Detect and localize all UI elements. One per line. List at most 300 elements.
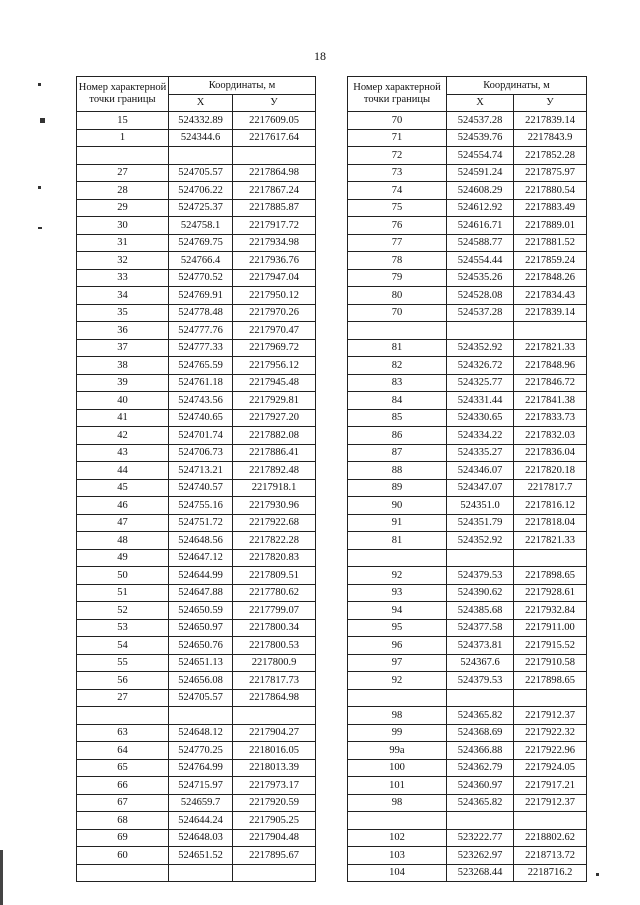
x-coordinate-cell: 524740.57: [169, 479, 233, 497]
point-number-cell: [348, 812, 447, 830]
x-coordinate-cell: 524591.24: [447, 164, 514, 182]
y-coordinate-cell: 2217924.05: [514, 759, 587, 777]
y-coordinate-cell: 2217848.26: [514, 269, 587, 287]
x-coordinate-cell: 524326.72: [447, 357, 514, 375]
y-coordinate-cell: [514, 322, 587, 340]
table-row: [77, 742, 316, 760]
y-coordinate-cell: 2217912.37: [514, 707, 587, 725]
point-number-cell: 77: [348, 234, 447, 252]
table-row: [348, 864, 587, 882]
x-coordinate-cell: 524725.37: [169, 199, 233, 217]
table-row: [77, 707, 316, 725]
y-coordinate-cell: 2217839.14: [514, 112, 587, 130]
point-number-cell: [77, 864, 169, 882]
x-coordinate-cell: 524379.53: [447, 567, 514, 585]
table-row: [348, 637, 587, 655]
table-row: [348, 409, 587, 427]
y-coordinate-cell: 2217820.83: [233, 549, 316, 567]
table-row: [348, 672, 587, 690]
coordinates-table-right: [347, 76, 587, 882]
point-number-cell: 37: [77, 339, 169, 357]
y-coordinate-cell: 2217910.58: [514, 654, 587, 672]
y-coordinate-cell: 2217922.96: [514, 742, 587, 760]
point-number-cell: 67: [77, 794, 169, 812]
point-number-cell: 99a: [348, 742, 447, 760]
point-number-cell: 39: [77, 374, 169, 392]
x-coordinate-cell: 524778.48: [169, 304, 233, 322]
point-number-cell: 99: [348, 724, 447, 742]
table-row: [348, 234, 587, 252]
header-y: У: [514, 94, 587, 112]
x-coordinate-cell: 524659.7: [169, 794, 233, 812]
x-coordinate-cell: 524554.74: [447, 147, 514, 165]
table-row: [348, 497, 587, 515]
point-number-cell: 98: [348, 707, 447, 725]
table-row: [77, 252, 316, 270]
x-coordinate-cell: [447, 549, 514, 567]
table-row: [77, 287, 316, 305]
y-coordinate-cell: [514, 549, 587, 567]
point-number-cell: [77, 147, 169, 165]
y-coordinate-cell: 2217817.73: [233, 672, 316, 690]
y-coordinate-cell: 2217846.72: [514, 374, 587, 392]
y-coordinate-cell: 2217886.41: [233, 444, 316, 462]
table-body-left: [77, 112, 316, 882]
table-row: [77, 812, 316, 830]
y-coordinate-cell: 2217973.17: [233, 777, 316, 795]
x-coordinate-cell: 524647.88: [169, 584, 233, 602]
point-number-cell: 66: [77, 777, 169, 795]
table-row: [77, 339, 316, 357]
x-coordinate-cell: 524740.65: [169, 409, 233, 427]
y-coordinate-cell: 2217880.54: [514, 182, 587, 200]
point-number-cell: 86: [348, 427, 447, 445]
y-coordinate-cell: 2217809.51: [233, 567, 316, 585]
point-number-cell: 92: [348, 672, 447, 690]
point-number-cell: 71: [348, 129, 447, 147]
x-coordinate-cell: 524651.52: [169, 847, 233, 865]
point-number-cell: 27: [77, 689, 169, 707]
point-number-cell: 93: [348, 584, 447, 602]
point-number-cell: 50: [77, 567, 169, 585]
margin-mark: [40, 118, 45, 123]
x-coordinate-cell: [447, 689, 514, 707]
x-coordinate-cell: 524706.22: [169, 182, 233, 200]
x-coordinate-cell: 523222.77: [447, 829, 514, 847]
y-coordinate-cell: 2217947.04: [233, 269, 316, 287]
x-coordinate-cell: 524539.76: [447, 129, 514, 147]
x-coordinate-cell: 523268.44: [447, 864, 514, 882]
point-number-cell: 81: [348, 532, 447, 550]
x-coordinate-cell: 524616.71: [447, 217, 514, 235]
point-number-cell: 70: [348, 112, 447, 130]
y-coordinate-cell: 2217915.52: [514, 637, 587, 655]
point-number-cell: 76: [348, 217, 447, 235]
y-coordinate-cell: 2217882.08: [233, 427, 316, 445]
table-row: [77, 584, 316, 602]
x-coordinate-cell: 524367.6: [447, 654, 514, 672]
point-number-cell: 98: [348, 794, 447, 812]
y-coordinate-cell: 2217898.65: [514, 672, 587, 690]
y-coordinate-cell: 2217889.01: [514, 217, 587, 235]
point-number-cell: [77, 707, 169, 725]
x-coordinate-cell: 524777.33: [169, 339, 233, 357]
x-coordinate-cell: 524330.65: [447, 409, 514, 427]
y-coordinate-cell: 2217969.72: [233, 339, 316, 357]
margin-mark: [38, 186, 41, 189]
y-coordinate-cell: 2217800.9: [233, 654, 316, 672]
y-coordinate-cell: 2217822.28: [233, 532, 316, 550]
x-coordinate-cell: 524365.82: [447, 707, 514, 725]
y-coordinate-cell: 2217864.98: [233, 164, 316, 182]
point-number-cell: 49: [77, 549, 169, 567]
point-number-cell: 75: [348, 199, 447, 217]
table-row: [77, 374, 316, 392]
x-coordinate-cell: 524332.89: [169, 112, 233, 130]
point-number-cell: 96: [348, 637, 447, 655]
point-number-cell: 36: [77, 322, 169, 340]
table-row: [77, 199, 316, 217]
table-row: [77, 602, 316, 620]
table-row: [77, 864, 316, 882]
table-row: [348, 567, 587, 585]
y-coordinate-cell: 2217912.37: [514, 794, 587, 812]
table-row: [77, 689, 316, 707]
point-number-cell: 85: [348, 409, 447, 427]
x-coordinate-cell: 524769.91: [169, 287, 233, 305]
y-coordinate-cell: 2217885.87: [233, 199, 316, 217]
y-coordinate-cell: 2217799.07: [233, 602, 316, 620]
x-coordinate-cell: 524761.18: [169, 374, 233, 392]
table-row: [348, 759, 587, 777]
x-coordinate-cell: [169, 864, 233, 882]
x-coordinate-cell: 523262.97: [447, 847, 514, 865]
table-row: [77, 444, 316, 462]
table-row: [348, 689, 587, 707]
x-coordinate-cell: [169, 707, 233, 725]
x-coordinate-cell: 524705.57: [169, 689, 233, 707]
table-row: [348, 479, 587, 497]
point-number-cell: 1: [77, 129, 169, 147]
y-coordinate-cell: 2217617.64: [233, 129, 316, 147]
x-coordinate-cell: 524713.21: [169, 462, 233, 480]
y-coordinate-cell: 2217817.7: [514, 479, 587, 497]
table-row: [348, 847, 587, 865]
y-coordinate-cell: 2217917.72: [233, 217, 316, 235]
header-x: X: [169, 94, 233, 112]
table-row: [348, 147, 587, 165]
x-coordinate-cell: 524537.28: [447, 112, 514, 130]
point-number-cell: 88: [348, 462, 447, 480]
point-number-cell: 42: [77, 427, 169, 445]
y-coordinate-cell: 2217927.20: [233, 409, 316, 427]
x-coordinate-cell: 524344.6: [169, 129, 233, 147]
table-row: [348, 322, 587, 340]
y-coordinate-cell: 2217820.18: [514, 462, 587, 480]
y-coordinate-cell: [233, 147, 316, 165]
table-row: [77, 112, 316, 130]
table-row: [77, 409, 316, 427]
x-coordinate-cell: 524347.07: [447, 479, 514, 497]
page-number: 18: [314, 49, 326, 63]
table-row: [348, 287, 587, 305]
point-number-cell: 45: [77, 479, 169, 497]
x-coordinate-cell: 524705.57: [169, 164, 233, 182]
y-coordinate-cell: 2218802.62: [514, 829, 587, 847]
x-coordinate-cell: 524743.56: [169, 392, 233, 410]
table-row: [348, 392, 587, 410]
x-coordinate-cell: 524769.75: [169, 234, 233, 252]
y-coordinate-cell: 2217892.48: [233, 462, 316, 480]
y-coordinate-cell: 2217928.61: [514, 584, 587, 602]
table-row: [77, 497, 316, 515]
y-coordinate-cell: 2217945.48: [233, 374, 316, 392]
point-number-cell: 79: [348, 269, 447, 287]
point-number-cell: 94: [348, 602, 447, 620]
x-coordinate-cell: 524648.03: [169, 829, 233, 847]
table-row: [77, 619, 316, 637]
y-coordinate-cell: 2217929.81: [233, 392, 316, 410]
point-number-cell: 52: [77, 602, 169, 620]
table-row: [348, 444, 587, 462]
table-row: [348, 269, 587, 287]
table-row: [348, 812, 587, 830]
table-row: [77, 164, 316, 182]
point-number-cell: 41: [77, 409, 169, 427]
table-row: [348, 794, 587, 812]
table-row: [77, 759, 316, 777]
point-number-cell: 73: [348, 164, 447, 182]
table-row: [348, 654, 587, 672]
table-row: [348, 112, 587, 130]
table-row: [348, 619, 587, 637]
point-number-cell: 89: [348, 479, 447, 497]
table-row: [77, 357, 316, 375]
table-row: [77, 567, 316, 585]
table-row: [77, 427, 316, 445]
point-number-cell: 63: [77, 724, 169, 742]
y-coordinate-cell: 2217930.96: [233, 497, 316, 515]
x-coordinate-cell: 524648.56: [169, 532, 233, 550]
y-coordinate-cell: 2218016.05: [233, 742, 316, 760]
y-coordinate-cell: 2217936.76: [233, 252, 316, 270]
point-number-cell: [348, 322, 447, 340]
x-coordinate-cell: 524379.53: [447, 672, 514, 690]
y-coordinate-cell: 2217922.32: [514, 724, 587, 742]
table-row: [77, 322, 316, 340]
x-coordinate-cell: 524362.79: [447, 759, 514, 777]
y-coordinate-cell: 2217848.96: [514, 357, 587, 375]
x-coordinate-cell: 524701.74: [169, 427, 233, 445]
y-coordinate-cell: 2217780.62: [233, 584, 316, 602]
y-coordinate-cell: 2217843.9: [514, 129, 587, 147]
table-row: [77, 392, 316, 410]
point-number-cell: 103: [348, 847, 447, 865]
point-number-cell: 90: [348, 497, 447, 515]
point-number-cell: 82: [348, 357, 447, 375]
x-coordinate-cell: 524758.1: [169, 217, 233, 235]
y-coordinate-cell: 2217800.53: [233, 637, 316, 655]
point-number-cell: 27: [77, 164, 169, 182]
y-coordinate-cell: 2217883.49: [514, 199, 587, 217]
margin-mark: [38, 83, 41, 86]
y-coordinate-cell: 2217836.04: [514, 444, 587, 462]
point-number-cell: [348, 549, 447, 567]
x-coordinate-cell: 524528.08: [447, 287, 514, 305]
x-coordinate-cell: 524365.82: [447, 794, 514, 812]
y-coordinate-cell: 2217800.34: [233, 619, 316, 637]
y-coordinate-cell: 2217934.98: [233, 234, 316, 252]
table-row: [348, 199, 587, 217]
x-coordinate-cell: 524351.0: [447, 497, 514, 515]
point-number-cell: 28: [77, 182, 169, 200]
point-number-cell: 15: [77, 112, 169, 130]
table-row: [77, 479, 316, 497]
y-coordinate-cell: 2217839.14: [514, 304, 587, 322]
table-row: [348, 374, 587, 392]
table-row: [348, 707, 587, 725]
y-coordinate-cell: 2217859.24: [514, 252, 587, 270]
point-number-cell: 60: [77, 847, 169, 865]
y-coordinate-cell: 2217898.65: [514, 567, 587, 585]
y-coordinate-cell: [514, 812, 587, 830]
y-coordinate-cell: 2217904.27: [233, 724, 316, 742]
y-coordinate-cell: 2217875.97: [514, 164, 587, 182]
y-coordinate-cell: 2217816.12: [514, 497, 587, 515]
y-coordinate-cell: 2217864.98: [233, 689, 316, 707]
x-coordinate-cell: [447, 812, 514, 830]
table-row: [348, 584, 587, 602]
table-row: [348, 829, 587, 847]
x-coordinate-cell: 524650.97: [169, 619, 233, 637]
table-row: [348, 182, 587, 200]
y-coordinate-cell: 2217905.25: [233, 812, 316, 830]
y-coordinate-cell: 2218716.2: [514, 864, 587, 882]
header-y: У: [233, 94, 316, 112]
table-row: [77, 654, 316, 672]
point-number-cell: 51: [77, 584, 169, 602]
point-number-cell: 78: [348, 252, 447, 270]
y-coordinate-cell: 2217833.73: [514, 409, 587, 427]
y-coordinate-cell: 2217904.48: [233, 829, 316, 847]
x-coordinate-cell: 524390.62: [447, 584, 514, 602]
x-coordinate-cell: 524535.26: [447, 269, 514, 287]
table-row: [348, 129, 587, 147]
x-coordinate-cell: 524331.44: [447, 392, 514, 410]
y-coordinate-cell: 2217895.67: [233, 847, 316, 865]
header-coordinates: Координаты, м: [169, 77, 316, 95]
point-number-cell: 102: [348, 829, 447, 847]
x-coordinate-cell: 524777.76: [169, 322, 233, 340]
point-number-cell: 81: [348, 339, 447, 357]
table-row: [348, 549, 587, 567]
y-coordinate-cell: 2217917.21: [514, 777, 587, 795]
x-coordinate-cell: 524554.44: [447, 252, 514, 270]
y-coordinate-cell: 2217841.38: [514, 392, 587, 410]
table-row: [348, 304, 587, 322]
header-coordinates: Координаты, м: [447, 77, 587, 95]
x-coordinate-cell: 524650.59: [169, 602, 233, 620]
y-coordinate-cell: [233, 864, 316, 882]
y-coordinate-cell: 2217834.43: [514, 287, 587, 305]
point-number-cell: [348, 689, 447, 707]
y-coordinate-cell: 2217918.1: [233, 479, 316, 497]
table-row: [77, 234, 316, 252]
y-coordinate-cell: 2217920.59: [233, 794, 316, 812]
point-number-cell: 56: [77, 672, 169, 690]
point-number-cell: 84: [348, 392, 447, 410]
y-coordinate-cell: 2217956.12: [233, 357, 316, 375]
y-coordinate-cell: 2218713.72: [514, 847, 587, 865]
point-number-cell: 47: [77, 514, 169, 532]
x-coordinate-cell: 524644.24: [169, 812, 233, 830]
x-coordinate-cell: 524755.16: [169, 497, 233, 515]
point-number-cell: 70: [348, 304, 447, 322]
point-number-cell: 100: [348, 759, 447, 777]
point-number-cell: 92: [348, 567, 447, 585]
header-x: X: [447, 94, 514, 112]
table-row: [348, 602, 587, 620]
point-number-cell: 64: [77, 742, 169, 760]
table-row: [348, 252, 587, 270]
table-row: [77, 847, 316, 865]
margin-mark: [38, 227, 42, 229]
point-number-cell: 44: [77, 462, 169, 480]
coordinates-table-left: [76, 76, 316, 882]
x-coordinate-cell: 524373.81: [447, 637, 514, 655]
table-row: [77, 549, 316, 567]
table-row: [348, 724, 587, 742]
table-row: [77, 637, 316, 655]
x-coordinate-cell: 524770.52: [169, 269, 233, 287]
x-coordinate-cell: 524647.12: [169, 549, 233, 567]
y-coordinate-cell: 2217950.12: [233, 287, 316, 305]
table-row: [348, 777, 587, 795]
table-row: [348, 339, 587, 357]
y-coordinate-cell: 2218013.39: [233, 759, 316, 777]
x-coordinate-cell: 524644.99: [169, 567, 233, 585]
y-coordinate-cell: 2217911.00: [514, 619, 587, 637]
x-coordinate-cell: [169, 147, 233, 165]
point-number-cell: 30: [77, 217, 169, 235]
x-coordinate-cell: 524334.22: [447, 427, 514, 445]
point-number-cell: 101: [348, 777, 447, 795]
x-coordinate-cell: 524588.77: [447, 234, 514, 252]
x-coordinate-cell: 524648.12: [169, 724, 233, 742]
y-coordinate-cell: 2217821.33: [514, 532, 587, 550]
point-number-cell: 54: [77, 637, 169, 655]
table-row: [348, 357, 587, 375]
x-coordinate-cell: 524651.13: [169, 654, 233, 672]
x-coordinate-cell: 524360.97: [447, 777, 514, 795]
table-row: [348, 532, 587, 550]
y-coordinate-cell: 2217970.26: [233, 304, 316, 322]
y-coordinate-cell: 2217818.04: [514, 514, 587, 532]
x-coordinate-cell: 524335.27: [447, 444, 514, 462]
x-coordinate-cell: 524352.92: [447, 339, 514, 357]
x-coordinate-cell: 524346.07: [447, 462, 514, 480]
table-row: [348, 742, 587, 760]
table-row: [77, 129, 316, 147]
y-coordinate-cell: 2217922.68: [233, 514, 316, 532]
table-body-right: [348, 112, 587, 882]
point-number-cell: 95: [348, 619, 447, 637]
point-number-cell: 68: [77, 812, 169, 830]
point-number-cell: 31: [77, 234, 169, 252]
y-coordinate-cell: 2217867.24: [233, 182, 316, 200]
y-coordinate-cell: [514, 689, 587, 707]
point-number-cell: 80: [348, 287, 447, 305]
